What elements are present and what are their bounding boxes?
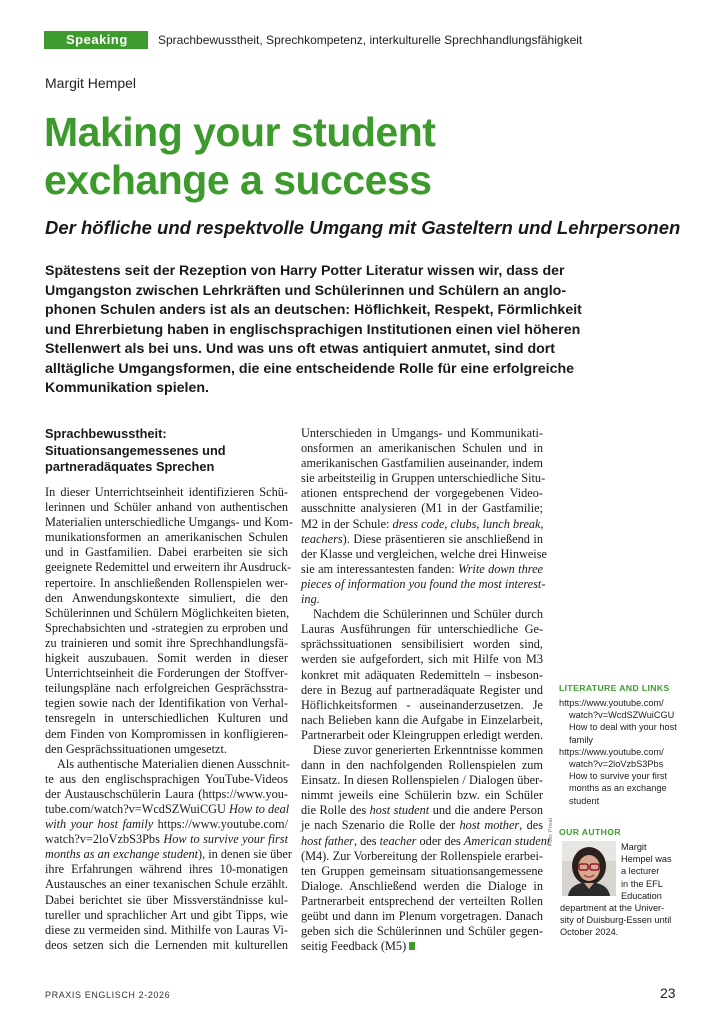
page-number: 23 xyxy=(660,985,676,1001)
author-photo xyxy=(562,841,616,896)
link-text[interactable]: https://www.youtube.com/ xyxy=(153,817,288,832)
section-subheading xyxy=(45,426,285,476)
body-text: die Rolle des xyxy=(301,803,370,818)
body-text: oder des xyxy=(416,833,464,848)
body-line: Partnerarbeit entsprechend der verteilten Rollen xyxy=(301,893,543,908)
task-instruction: pieces of information you found the most interest- xyxy=(301,576,546,591)
video-title: with your host family xyxy=(45,817,154,832)
body-line: zu trainieren und somit ihre Sprechhandlungsfä- xyxy=(45,635,288,650)
task-instruction: Write down three xyxy=(458,561,543,576)
link-description: family xyxy=(569,734,593,745)
lead-line: Stellenwert als bei uns. Und was uns oft etwas antiquiert anmutet, sind dort xyxy=(45,341,556,357)
body-line: deos setzen sich die Lernenden mit kulturellen xyxy=(45,937,288,952)
body-line: der Austauschschülerin Laura (https://www.you- xyxy=(45,786,288,801)
subheading-line: Situationsangemessenes und xyxy=(45,442,226,458)
body-line: ihre Erfahrungen während ihres 10-monatigen xyxy=(45,862,288,877)
link-description: How to deal with your host xyxy=(569,722,677,733)
lead-paragraph xyxy=(45,262,645,399)
body-line: dann in den nachfolgenden Rollenspielen zum xyxy=(301,758,543,773)
body-line: teilungspläne nach erfolgreichen Gesprächsstra- xyxy=(45,681,288,696)
body-line: ausschnitte analysieren (M1 in der Gastfamilie; xyxy=(301,501,543,516)
body-line: higkeit auszubauen. Somit werden in dieser xyxy=(45,651,288,666)
body-line: amerikanischen Gastfamilien auseinander, indem xyxy=(301,456,543,471)
body-line: lerinnen und Schüler anhand von authentischen xyxy=(45,500,288,515)
body-line: nimmt jeweils eine Schülerin bzw. ein Schüler xyxy=(301,788,543,803)
role-name: host mother xyxy=(459,818,520,833)
body-line xyxy=(301,517,543,532)
body-text: ), in denen sie über xyxy=(198,847,292,862)
body-line xyxy=(45,832,288,847)
article-title xyxy=(44,108,604,204)
lead-line: Spätestens seit der Rezeption von Harry Potter Literatur wissen wir, dass der xyxy=(45,263,565,279)
body-line: Austausches an einer texanischen Schule erzählt. xyxy=(45,877,288,892)
author-bio xyxy=(621,841,672,902)
body-line: geben sich die Schülerinnen und Schüler gegen- xyxy=(301,924,543,939)
body-text: M2 in der Schule: xyxy=(301,516,393,531)
body-text: und die andere Person xyxy=(429,803,543,818)
body-line: Dabei berichtet sie über Missverständnisse kul- xyxy=(45,892,288,907)
body-line: Als authentische Materialien dienen Ausschnit- xyxy=(57,756,290,771)
bio-line: Margit xyxy=(621,842,647,852)
body-line: ationen entsprechend der vorgegebenen Video- xyxy=(301,486,543,501)
author-name: Margit Hempel xyxy=(45,75,137,91)
body-line: dem Finden von Kompromissen in konfligieren- xyxy=(45,726,288,741)
body-line: Nachdem die Schülerinnen und Schüler durch xyxy=(313,607,543,622)
bio-line: sity of Duisburg-Essen until xyxy=(560,915,672,926)
body-line: dere in Bezug auf partneradäquate Register und xyxy=(301,682,543,697)
bio-line: Education xyxy=(621,890,662,901)
link-text[interactable]: watch?v=2loVzbS3Pbs xyxy=(45,832,164,847)
body-line: (M4). Zur Vorbereitung der Rollenspiele erarbei- xyxy=(301,848,543,863)
literature-links-list xyxy=(559,697,679,807)
body-line xyxy=(45,802,288,817)
subheading-line: Sprachbewusstheit: xyxy=(45,426,167,441)
body-line: nach Belieben kann die Aufgabe in Einzelarbeit, xyxy=(301,712,543,727)
body-line: Unterschieden in Umgangs- und Kommunikati- xyxy=(301,426,543,440)
lead-line: und Ehrerbietung haben in englischsprachigen Institutionen einen viel höheren xyxy=(45,321,581,338)
literature-links-heading: LITERATURE AND LINKS xyxy=(559,683,670,693)
body-line: geübt und dann im Plenum vorgetragen. Danach xyxy=(301,909,543,923)
author-bio-continued xyxy=(560,902,671,939)
role-name: teacher xyxy=(379,833,417,848)
body-line: Diese zuvor generierten Erkenntnisse kommen xyxy=(313,742,544,757)
body-line: der Klasse und vergleichen, welche drei Hinweise xyxy=(301,546,547,561)
article-subtitle: Der höfliche und respektvolle Umgang mit Gasteltern und Lehrpersonen xyxy=(45,217,681,238)
topic-list: dress code, clubs, lunch break, xyxy=(392,516,544,531)
body-line: und in Gastfamilien. Dabei erarbeiten sie sich xyxy=(45,545,288,560)
end-of-article-icon xyxy=(409,942,415,950)
body-line: Höflichkeitsformen - auseinanderzusetzen. Je xyxy=(301,697,543,712)
video-title: months as an exchange student xyxy=(45,847,199,862)
bio-line: October 2024. xyxy=(560,927,619,938)
link-description: How to survive your first xyxy=(569,771,668,782)
body-text: sie am interessantesten fanden: xyxy=(301,561,459,576)
body-line: munikationsformen an amerikanischen Schulen xyxy=(45,530,288,545)
link-description: student xyxy=(569,795,600,806)
link-url[interactable]: https://www.youtube.com/ xyxy=(559,746,664,757)
body-line: den Anwendungskontexte simuliert, die den xyxy=(45,590,288,605)
body-line: Materialien unterschiedliche Umgangs- und Kom- xyxy=(45,515,293,530)
body-line: den Gesprächssituationen umgesetzt. xyxy=(45,741,228,756)
body-line: onsformen an amerikanischen Schulen und in xyxy=(301,441,543,456)
bio-line: Hempel was xyxy=(621,854,672,865)
role-name: American student xyxy=(463,833,551,848)
body-line: Einsatz. In diesen Rollenspielen / Dialogen über- xyxy=(301,773,543,788)
body-text: ). Diese präsentieren sie anschließend in xyxy=(342,531,543,546)
lead-line: phonen Schulen anders ist als an deutschen: Höflichkeit, Respekt, Förmlichkeit xyxy=(45,302,582,318)
body-line xyxy=(301,562,543,577)
bio-line: department at the Univer- xyxy=(560,903,665,913)
body-line: Unterrichtseinheit die Forderungen der Stoffver- xyxy=(45,666,288,681)
body-line: Sprechabsichten und -strategien zu erproben und xyxy=(45,620,288,635)
journal-name: PRAXIS ENGLISCH 2-2026 xyxy=(45,990,171,1000)
body-line: werden sie aufgefordert, sich mit Hilfe von M3 xyxy=(301,652,543,667)
author-portrait-icon xyxy=(562,841,616,896)
body-text: , des xyxy=(353,833,380,848)
body-line: tensregeln in unterschiedlichen Kulturen und xyxy=(45,711,288,726)
body-line xyxy=(301,818,543,833)
video-title: How to survive your first xyxy=(163,832,288,847)
link-description: months as an exchange xyxy=(569,783,667,794)
topic-list: teachers xyxy=(301,531,343,546)
body-line xyxy=(301,939,543,954)
body-text: seitig Feedback (M5) xyxy=(301,939,407,954)
subheading-line: partneradäquates Sprechen xyxy=(45,459,215,474)
topic-keywords: Sprachbewusstheit, Sprechkompetenz, interkulturelle Sprechhandlungsfähigkeit xyxy=(158,33,583,47)
body-line: ten Gruppen gemeinsam situationsangemessene xyxy=(301,863,543,878)
lead-line: alltägliche Umgangsformen, die eine entscheidende Rolle für eine erfolgreiche xyxy=(45,360,575,377)
link-url[interactable]: watch?v=WcdSZWuiCGU xyxy=(569,710,675,721)
body-line: repertoire. In anschließenden Rollenspielen wer- xyxy=(45,575,288,590)
body-line: te aus den englischsprachigen YouTube-Videos xyxy=(45,771,288,786)
title-line-2: exchange a success xyxy=(44,157,432,203)
body-line: sie arbeitsteilig in Gruppen unterschiedliche Situ- xyxy=(301,471,546,486)
section-badge: Speaking xyxy=(44,31,148,49)
body-line xyxy=(301,833,551,849)
body-line xyxy=(45,817,288,832)
body-line: In dieser Unterrichtseinheit identifizieren Schü- xyxy=(45,485,288,499)
bio-line: in the EFL xyxy=(621,878,663,889)
body-line xyxy=(301,803,543,818)
body-line: Dialoge. Anschließend werden die Dialoge in xyxy=(301,878,543,893)
body-line xyxy=(45,847,292,862)
task-instruction: ing. xyxy=(301,592,320,607)
our-author-heading: OUR AUTHOR xyxy=(559,827,621,837)
role-name: host student xyxy=(369,803,430,818)
body-line: sprächssituationen sensibilisiert worden sind, xyxy=(301,637,543,652)
link-url[interactable]: watch?v=2loVzbS3Pbs xyxy=(569,759,664,770)
title-line-1: Making your student xyxy=(44,109,436,155)
lead-line: Kommunikation spielen. xyxy=(45,380,209,396)
bio-line: a lecturer xyxy=(621,866,660,877)
role-name: host father xyxy=(301,833,354,848)
body-line: tureller und sprachlicher Art und gibt Tipps, wie xyxy=(45,907,288,922)
body-line: geeignete Redemittel und erweitern ihr Ausdruck- xyxy=(45,560,292,575)
body-column-1 xyxy=(45,485,293,953)
body-line: diese zu vermeiden sind. Mithilfe von Lauras Vi- xyxy=(45,922,288,937)
photo-credit: Foto: Privat xyxy=(548,817,554,846)
body-line xyxy=(301,532,543,547)
body-line: Schülerinnen und Schülern Möglichkeiten bieten, xyxy=(45,605,290,620)
video-title: How to deal xyxy=(229,801,290,816)
body-line: Partnerarbeit oder Kleingruppen erledigt werden. xyxy=(301,727,544,742)
body-line: konkret mit adäquaten Redemitteln – insbeson- xyxy=(301,667,543,682)
body-line: tegien sowie nach der Identifikation von Verhal- xyxy=(45,696,288,711)
link-url[interactable]: https://www.youtube.com/ xyxy=(559,698,664,708)
body-text: , des xyxy=(519,818,544,833)
body-line: Lauras Ausführungen für unterschiedliche Ge- xyxy=(301,622,543,637)
body-text: je nach Szenario die Rolle der xyxy=(301,818,460,833)
lead-line: Umgangston zwischen Lehrkräften und Schülerinnen und Schülern an anglo- xyxy=(45,282,567,299)
header-bar xyxy=(44,31,676,49)
link-text[interactable]: tube.com/watch?v=WcdSZWuiCGU xyxy=(45,801,230,816)
